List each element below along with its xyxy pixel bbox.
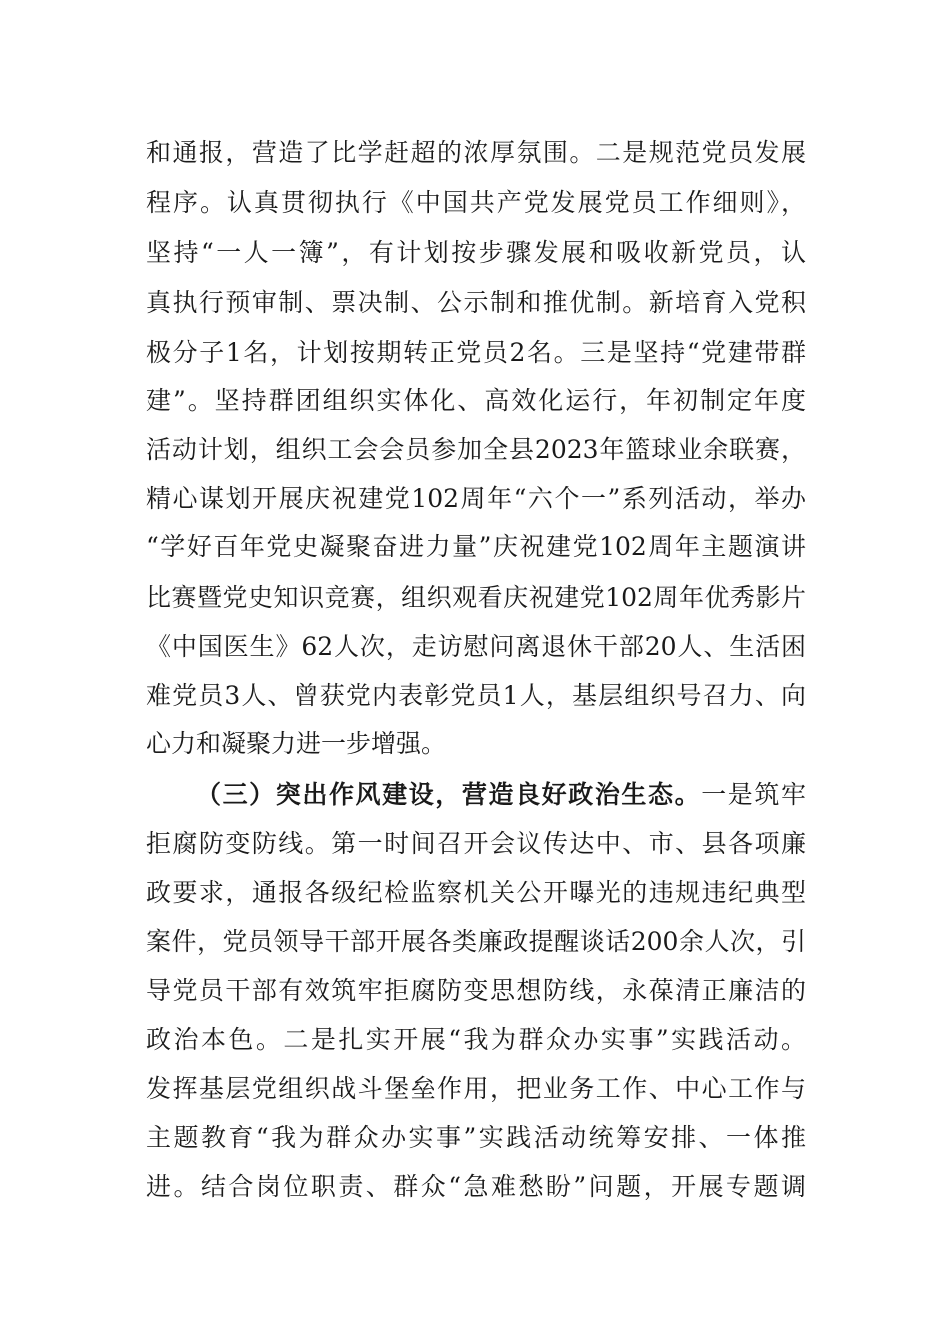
paragraph-line: 政治本色。二是扎实开展“我为群众办实事”实践活动。 (146, 1025, 806, 1054)
paragraph-line: 程序。认真贯彻执行《中国共产党发展党员工作细则》， (146, 188, 806, 217)
paragraph-line: 建”。坚持群团组织实体化、高效化运行，年初制定年度 (146, 386, 806, 415)
paragraph-line: “学好百年党史凝聚奋进力量”庆祝建党102周年主题演讲 (146, 532, 806, 561)
paragraph-line: 和通报，营造了比学赶超的浓厚氛围。二是规范党员发展 (146, 138, 806, 167)
paragraph-line: 难党员3人、曾获党内表彰党员1人，基层组织号召力、向 (146, 681, 806, 710)
paragraph-line: 拒腐防变防线。第一时间召开会议传达中、市、县各项廉 (146, 829, 806, 858)
paragraph-line: 坚持“一人一簿”，有计划按步骤发展和吸收新党员，认 (146, 238, 806, 267)
paragraph-line: 发挥基层党组织战斗堡垒作用，把业务工作、中心工作与 (146, 1074, 806, 1103)
paragraph-line: 活动计划，组织工会会员参加全县2023年篮球业余联赛， (146, 435, 806, 464)
paragraph-line: 真执行预审制、票决制、公示制和推优制。新培育入党积 (146, 288, 806, 317)
paragraph-line: 导党员干部有效筑牢拒腐防变思想防线，永葆清正廉洁的 (146, 976, 806, 1005)
paragraph-line: 比赛暨党史知识竞赛，组织观看庆祝建党102周年优秀影片 (146, 583, 806, 612)
paragraph-line: 极分子1名，计划按期转正党员2名。三是坚持“党建带群 (146, 338, 806, 367)
paragraph-line: 心力和凝聚力进一步增强。 (146, 729, 447, 758)
paragraph-line: 《中国医生》62人次，走访慰问离退休干部20人、生活困 (146, 632, 806, 661)
section-heading-line (196, 775, 806, 815)
paragraph-line: 案件，党员领导干部开展各类廉政提醒谈话200余人次，引 (146, 927, 806, 956)
section-heading: （三）突出作风建设，营造良好政治生态。 (196, 780, 702, 809)
section-heading-continuation: 一是筑牢 (701, 780, 806, 809)
paragraph-line: 精心谋划开展庆祝建党102周年“六个一”系列活动，举办 (146, 484, 806, 513)
paragraph-line: 主题教育“我为群众办实事”实践活动统筹安排、一体推 (146, 1123, 806, 1152)
paragraph-line: 进。结合岗位职责、群众“急难愁盼”问题，开展专题调 (146, 1172, 806, 1201)
paragraph-line: 政要求，通报各级纪检监察机关公开曝光的违规违纪典型 (146, 878, 806, 907)
